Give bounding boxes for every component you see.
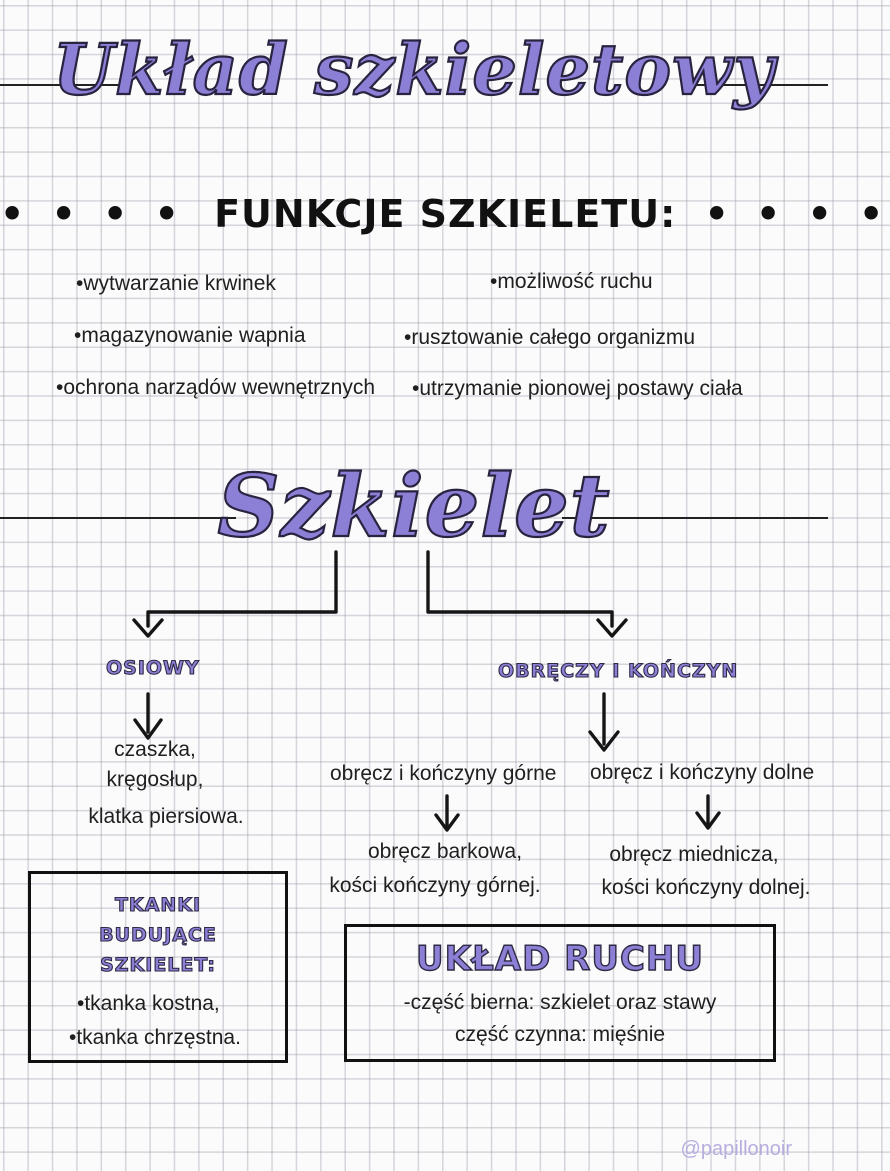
arrow-upper-limb xyxy=(436,796,458,830)
upper-limb-label: obręcz i kończyny górne xyxy=(330,762,557,785)
upper-limb-item: obręcz barkowa, xyxy=(367,840,523,863)
tissues-heading-line: BUDUJĄCE xyxy=(99,924,217,946)
arrowhead-appendicular xyxy=(598,620,626,636)
connector-to-appendicular xyxy=(428,552,612,626)
function-item: •utrzymanie pionowej postawy ciała xyxy=(412,377,743,400)
appendicular-label: OBRĘCZY I KOŃCZYN xyxy=(498,660,739,682)
function-item: •rusztowanie całego organizmu xyxy=(404,326,696,349)
connector-to-axial xyxy=(148,552,336,626)
arrow-axial-items xyxy=(135,694,161,738)
functions-heading xyxy=(0,192,890,236)
tissues-heading-line: SZKIELET: xyxy=(100,954,216,976)
movement-heading: UKŁAD RUCHU xyxy=(416,939,704,979)
tissue-item: •tkanka kostna, xyxy=(77,992,220,1015)
upper-limb-item: kości kończyny górnej. xyxy=(329,874,541,897)
axial-item: klatka piersiowa. xyxy=(88,805,244,828)
tissues-heading-line: TKANKI xyxy=(114,894,202,916)
functions-dots-left: • • • • xyxy=(0,192,186,236)
page-title: Układ szkieletowy xyxy=(52,28,776,111)
function-item: •ochrona narządów wewnętrznych xyxy=(56,376,376,399)
axial-item: kręgosłup, xyxy=(106,768,204,791)
arrow-appendicular-branches xyxy=(590,694,618,750)
lower-limb-item: kości kończyny dolnej. xyxy=(601,876,811,899)
functions-dots-right: • • • • xyxy=(704,192,890,236)
functions-heading-text: FUNKCJE SZKIELETU: xyxy=(214,192,677,236)
movement-box xyxy=(344,924,776,1062)
function-item: •wytwarzanie krwinek xyxy=(76,272,276,295)
tissue-item: •tkanka chrzęstna. xyxy=(69,1026,241,1049)
movement-line: część czynna: mięśnie xyxy=(454,1023,666,1046)
axial-item: czaszka, xyxy=(114,738,196,761)
function-item: •możliwość ruchu xyxy=(490,270,653,293)
author-handle: @papillonoir xyxy=(680,1138,792,1160)
tissues-box xyxy=(28,871,288,1063)
arrowhead-axial xyxy=(134,620,162,636)
lower-limb-item: obręcz miednicza, xyxy=(609,843,779,866)
axial-label: OSIOWY xyxy=(106,657,200,679)
function-item: •magazynowanie wapnia xyxy=(74,324,306,347)
arrow-lower-limb xyxy=(697,796,719,828)
lower-limb-label: obręcz i kończyny dolne xyxy=(590,761,815,784)
skeleton-title: Szkielet xyxy=(217,456,611,557)
movement-line: -część bierna: szkielet oraz stawy xyxy=(403,991,717,1014)
